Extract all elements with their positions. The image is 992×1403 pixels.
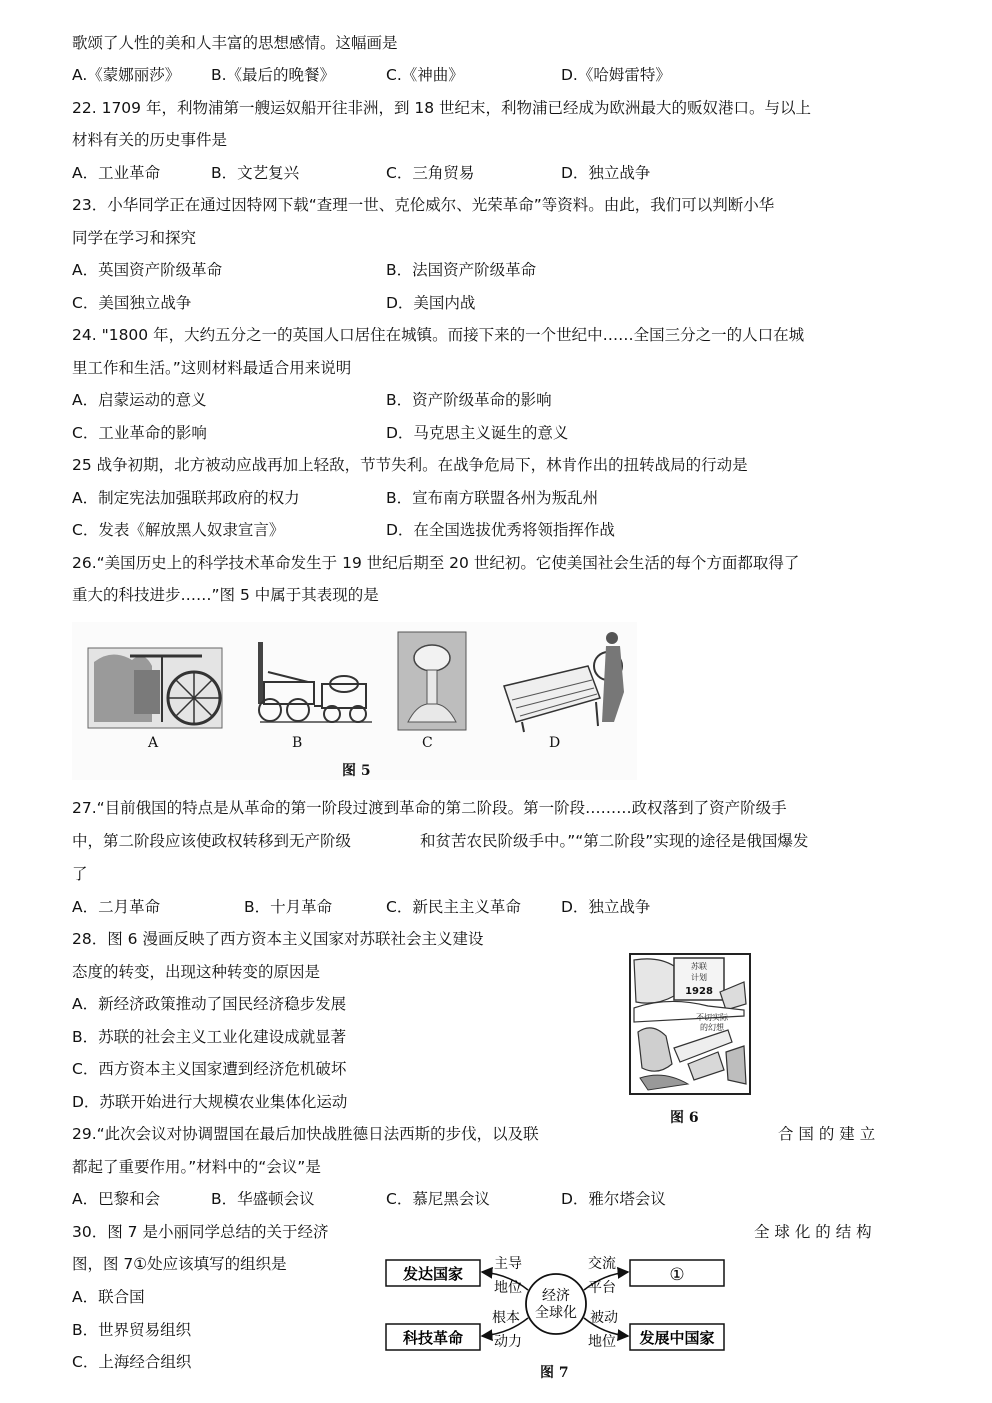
box-tech-label: 科技革命: [402, 1329, 464, 1347]
question-24-stem-cont: 里工作和生活。”这则材料最适合用来说明: [72, 359, 352, 377]
question-29-stem: 29.“此次会议对协调盟国在最后加快战胜德日法西斯的步伐，以及联: [72, 1125, 539, 1143]
option-c: C．上海经合组织: [72, 1353, 192, 1371]
figure-5-illustrations: [72, 622, 637, 780]
option-a: A．工业革命: [72, 164, 161, 182]
option-c: C．发表《解放黑人奴隶宣言》: [72, 521, 285, 539]
box-blank-label: ①: [669, 1265, 685, 1285]
arrow-power-label-1: 根本: [492, 1310, 520, 1326]
arrow-power-label-2: 动力: [494, 1334, 522, 1350]
option-a: A.《蒙娜丽莎》: [72, 66, 181, 84]
question-28-stem: 28．图 6 漫画反映了西方资本主义国家对苏联社会主义建设: [72, 930, 484, 948]
text-line: 歌颂了人性的美和人丰富的思想感情。这幅画是: [72, 34, 398, 52]
option-c: C.《神曲》: [386, 66, 464, 84]
figure-5-label-b: B: [292, 735, 303, 751]
figure-5-image-c: [398, 632, 466, 730]
question-22-stem: 22. 1709 年，利物浦第一艘运奴船开往非洲，到 18 世纪末，利物浦已经成为欧洲最大的贩奴港口。与以上: [72, 99, 812, 117]
figure-6: [628, 952, 752, 1132]
option-c: C．慕尼黑会议: [386, 1190, 490, 1208]
option-b: B.《最后的晚餐》: [211, 66, 336, 84]
question-23-stem: 23．小华同学正在通过因特网下载“查理一世、克伦威尔、光荣革命”等资料。由此，我们可以判断小华: [72, 196, 775, 214]
option-b: B．世界贸易组织: [72, 1321, 192, 1339]
option-b: B．法国资产阶级革命: [386, 261, 537, 279]
arrow-passive-label-1: 被动: [590, 1310, 618, 1326]
question-27-stem: 27.“目前俄国的特点是从革命的第一阶段过渡到革命的第二阶段。第一阶段………政权落到了资产阶级手: [72, 799, 787, 817]
question-30-stem-cont: 图，图 7①处应该填写的组织是: [72, 1255, 287, 1273]
arrow-dominant-label-2: 地位: [494, 1280, 522, 1296]
question-26-stem: 26.“美国历史上的科学技术革命发生于 19 世纪后期至 20 世纪初。它使美国社会生活的每个方面都取得了: [72, 554, 800, 572]
option-d: D.《哈姆雷特》: [561, 66, 671, 84]
center-circle: [526, 1274, 586, 1334]
option-d: D．苏联开始进行大规模农业集体化运动: [72, 1093, 348, 1111]
option-a: A．联合国: [72, 1288, 145, 1306]
option-a: A．启蒙运动的意义: [72, 391, 207, 409]
option-d: D．雅尔塔会议: [561, 1190, 666, 1208]
arrow-dominant-label-1: 主导: [494, 1256, 522, 1272]
option-d: D．独立战争: [561, 164, 651, 182]
figure-5-label-c: C: [422, 735, 433, 751]
box-developing-label: 发展中国家: [639, 1329, 715, 1347]
center-label-line-1: 经济: [542, 1288, 570, 1304]
option-d: D．马克思主义诞生的意义: [386, 424, 569, 442]
question-25-stem: 25 战争初期，北方被动应战再加上轻敌，节节失利。在战争危局下，林肯作出的扭转战局的行动是: [72, 456, 748, 474]
figure-7-diagram: [380, 1250, 730, 1362]
figure-5-image-d: [504, 632, 624, 732]
option-a: A．新经济政策推动了国民经济稳步发展: [72, 995, 347, 1013]
question-28-stem-cont: 态度的转变，出现这种转变的原因是: [72, 963, 321, 981]
figure-5-image-b: [258, 642, 372, 722]
arrow-exchange-label-1: 交流: [588, 1256, 616, 1272]
option-b: B．华盛顿会议: [211, 1190, 315, 1208]
option-c: C．工业革命的影响: [72, 424, 207, 442]
option-d: D．美国内战: [386, 294, 476, 312]
question-30-stem: 全 球 化 的 结 构: [754, 1223, 872, 1241]
option-d: D．在全国选拔优秀将领指挥作战: [386, 521, 615, 539]
question-22-stem-cont: 材料有关的历史事件是: [72, 131, 228, 149]
question-29-stem-cont: 都起了重要作用。”材料中的“会议”是: [72, 1158, 321, 1176]
figure-5-image-a: [88, 648, 222, 728]
box-developed-label: 发达国家: [402, 1265, 464, 1283]
option-a: A．英国资产阶级革命: [72, 261, 223, 279]
question-23-stem-cont: 同学在学习和探究: [72, 229, 197, 247]
option-a: A．制定宪法加强联邦政府的权力: [72, 489, 300, 507]
option-c: C．西方资本主义国家遭到经济危机破坏: [72, 1060, 347, 1078]
cartoon-sign-line-1: 苏联: [691, 962, 707, 971]
option-c: C．新民主主义革命: [386, 898, 521, 916]
figure-5-label-d: D: [549, 735, 561, 751]
option-a: A．巴黎和会: [72, 1190, 161, 1208]
option-b: B．资产阶级革命的影响: [386, 391, 552, 409]
cartoon-note-line-2: 的幻想: [700, 1023, 724, 1032]
option-b: B．文艺复兴: [211, 164, 300, 182]
option-c: C．美国独立战争: [72, 294, 192, 312]
question-27-stem-cont: 和贫苦农民阶级手中。”“第二阶段”实现的途径是俄国爆发: [420, 832, 809, 850]
figure-5: [72, 622, 637, 780]
arrow-passive-label-2: 地位: [588, 1334, 616, 1350]
option-c: C．三角贸易: [386, 164, 475, 182]
center-label-line-2: 全球化: [535, 1305, 577, 1321]
question-29-stem: 合 国 的 建 立: [778, 1125, 876, 1143]
question-27-stem-cont: 中，第二阶段应该使政权转移到无产阶级: [72, 832, 352, 850]
cartoon-sign-line-3: 1928: [685, 986, 713, 997]
figure-7: [380, 1250, 730, 1390]
figure-5-label-a: A: [148, 735, 159, 751]
figure-5-caption: 图 5: [342, 763, 371, 779]
arrow-exchange-label-2: 平台: [588, 1280, 616, 1296]
figure-7-caption: 图 7: [540, 1365, 569, 1381]
question-27-stem-cont: 了: [72, 865, 88, 883]
option-b: B．十月革命: [244, 898, 333, 916]
option-a: A．二月革命: [72, 898, 161, 916]
cartoon-sign-line-2: 计划: [691, 973, 707, 982]
figure-6-cartoon: [628, 952, 752, 1097]
question-26-stem-cont: 重大的科技进步……”图 5 中属于其表现的是: [72, 586, 379, 604]
option-b: B．宣布南方联盟各州为叛乱州: [386, 489, 599, 507]
option-d: D．独立战争: [561, 898, 651, 916]
option-b: B．苏联的社会主义工业化建设成就显著: [72, 1028, 347, 1046]
cartoon-note-line-1: 不切实际: [696, 1013, 728, 1022]
question-24-stem: 24. "1800 年，大约五分之一的英国人口居住在城镇。而接下来的一个世纪中……全国三分之一的人口在城: [72, 326, 805, 344]
question-30-stem: 30．图 7 是小丽同学总结的关于经济: [72, 1223, 329, 1241]
figure-6-caption: 图 6: [670, 1110, 699, 1126]
